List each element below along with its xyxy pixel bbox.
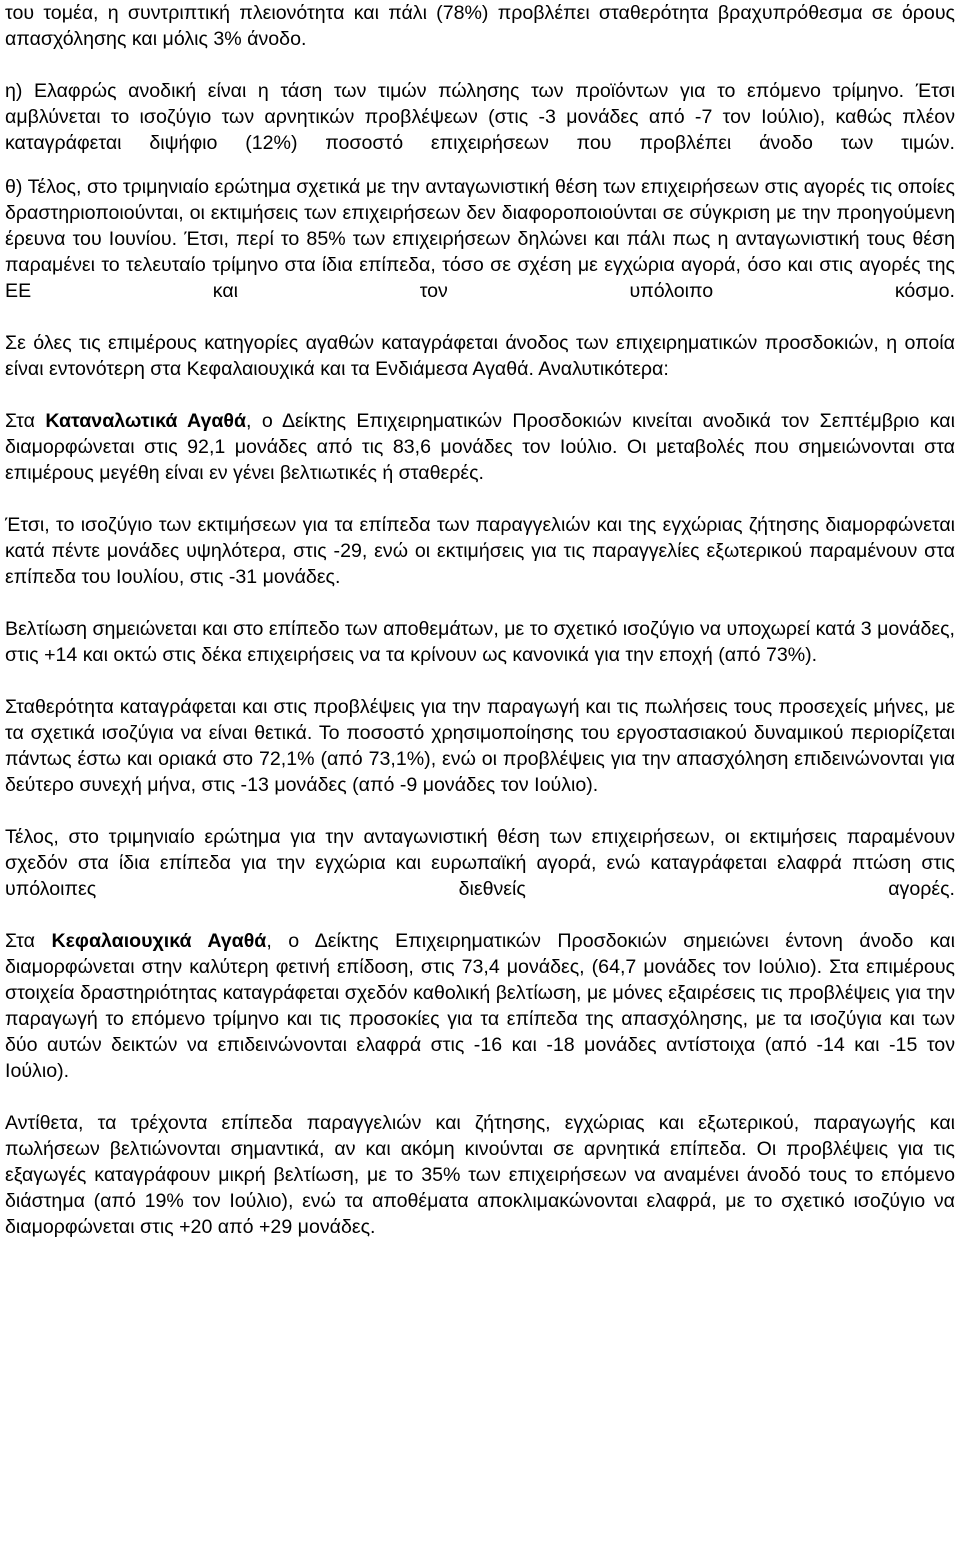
paragraph-selling-prices: η) Ελαφρώς ανοδική είναι η τάση των τιμών πώλησης των προϊόντων για το επόμενο τρίμηνο. Έτσι αμβλύνεται το ισοζύγιο των αρνητικών προβλέψεων (στις -3 μονάδες από -7 τον Ιούλιο), καθώς πλέον καταγράφεται διψήφιο (12%) ποσοστό επιχειρήσεων που προβλέπει άνοδο των τιμών.: [5, 80, 955, 154]
paragraph-orders-demand: Έτσι, το ισοζύγιο των εκτιμήσεων για τα επίπεδα των παραγγελιών και της εγχώριας ζήτησης διαμορφώνεται κατά πέντε μονάδες υψηλότερα, στις -29, ενώ οι εκτιμήσεις για τις παραγγελίες εξωτερικού παραμένουν στα επίπεδα του Ιουλίου, στις -31 μονάδες.: [5, 514, 955, 588]
document-page: [5, 0, 955, 1240]
paragraph-current-levels: Αντίθετα, τα τρέχοντα επίπεδα παραγγελιών και ζήτησης, εγχώριας και εξωτερικού, παραγωγής και πωλήσεων βελτιώνονται σημαντικά, αν και ακόμη κινούνται σε αρνητικά επίπεδα. Οι προβλέψεις για τις εξαγωγές καταγράφουν μικρή βελτίωση, με το 35% των επιχειρήσεων να αναμένει άνοδό τους το επόμενο διάστημα (από 19% τον Ιούλιο), ενώ τα αποθέματα αποκλιμακώνονται ελαφρά, με το σχετικό ισοζύγιο να διαμορφώνεται στις +20 από +29 μονάδες.: [5, 1112, 955, 1238]
paragraph-consumer-goods: [5, 408, 955, 486]
paragraph-quarterly-competitiveness: Τέλος, στο τριμηνιαίο ερώτημα για την ανταγωνιστική θέση των επιχειρήσεων, οι εκτιμήσεις παραμένουν σχεδόν στα ίδια επίπεδα για την εγχώρια και ευρωπαϊκή αγορά, ενώ καταγράφεται ελαφρά πτώση στις υπόλοιπες διεθνείς αγορές.: [5, 826, 955, 900]
capital-goods-prefix: Στα: [5, 930, 52, 952]
paragraph-categories-intro: Σε όλες τις επιμέρους κατηγορίες αγαθών καταγράφεται άνοδος των επιχειρηματικών προσδοκιών, η οποία είναι εντονότερη στα Κεφαλαιουχικά και τα Ενδιάμεσα Αγαθά. Αναλυτικότερα:: [5, 332, 955, 380]
paragraph-competitive-position: θ) Τέλος, στο τριμηνιαίο ερώτημα σχετικά με την ανταγωνιστική θέση των επιχειρήσεων στις αγορές τις οποίες δραστηριοποιούνται, οι εκτιμήσεις των επιχειρήσεων δεν διαφοροποιούνται σε σύγκριση με την προηγούμενη έρευνα του Ιουνίου. Έτσι, περί το 85% των επιχειρήσεων δηλώνει και πάλι πως η ανταγωνιστική τους θέση παραμένει το τελευταίο τρίμηνο στα ίδια επίπεδα, τόσο σε σχέση με εγχώρια αγορά, όσο και στις αγορές της ΕΕ και τον υπόλοιπο κόσμο.: [5, 176, 955, 302]
consumer-goods-prefix: Στα: [5, 410, 46, 432]
consumer-goods-heading: Καταναλωτικά Αγαθά: [45, 410, 247, 432]
paragraph-employment-expectations: του τομέα, η συντριπτική πλειονότητα και πάλι (78%) προβλέπει σταθερότητα βραχυπρόθεσμα σε όρους απασχόλησης και μόλις 3% άνοδο.: [5, 2, 955, 50]
paragraph-stocks: Βελτίωση σημειώνεται και στο επίπεδο των αποθεμάτων, με το σχετικό ισοζύγιο να υποχωρεί κατά 3 μονάδες, στις +14 και οκτώ στις δέκα επιχειρήσεις να τα κρίνουν ως κανονικά για την εποχή (από 73%).: [5, 618, 955, 666]
paragraph-capital-goods: [5, 928, 955, 1084]
capital-goods-heading: Κεφαλαιουχικά Αγαθά: [51, 930, 267, 952]
capital-goods-text: , ο Δείκτης Επιχειρηματικών Προσδοκιών σημειώνει έντονη άνοδο και διαμορφώνεται στην καλύτερη φετινή επίδοση, στις 73,4 μονάδες, (64,7 μονάδες τον Ιούλιο). Στα επιμέρους στοιχεία δραστηριότητας καταγράφεται σχεδόν καθολική βελτίωση, με μόνες εξαιρέσεις τις προβλέψεις για την παραγωγή το επόμενο τρίμηνο και τις προσοκίες για τα επίπεδα της απασχόλησης, με τα ισοζύγια και των δύο αυτών δεικτών να επιδεινώνονται ελαφρά στις -16 και -18 μονάδες αντίστοιχα (από -14 και -15 τον Ιούλιο).: [5, 930, 955, 1082]
consumer-goods-text: , ο Δείκτης Επιχειρηματικών Προσδοκιών κινείται ανοδικά τον Σεπτέμβριο και διαμορφώνεται στις 92,1 μονάδες από τις 83,6 μονάδες τον Ιούλιο. Οι μεταβολές που σημειώνονται στα επιμέρους μεγέθη είναι εν γένει βελτιωτικές ή σταθερές.: [5, 410, 955, 484]
paragraph-production-sales: Σταθερότητα καταγράφεται και στις προβλέψεις για την παραγωγή και τις πωλήσεις τους προσεχείς μήνες, με τα σχετικά ισοζύγια να είναι θετικά. Το ποσοστό χρησιμοποίησης του εργοστασιακού δυναμικού περιορίζεται πάντως έστω και οριακά στο 72,1% (από 73,1%), ενώ οι προβλέψεις για την απασχόληση επιδεινώνονται για δεύτερο συνεχή μήνα, στις -13 μονάδες (από -9 μονάδες τον Ιούλιο).: [5, 696, 955, 796]
